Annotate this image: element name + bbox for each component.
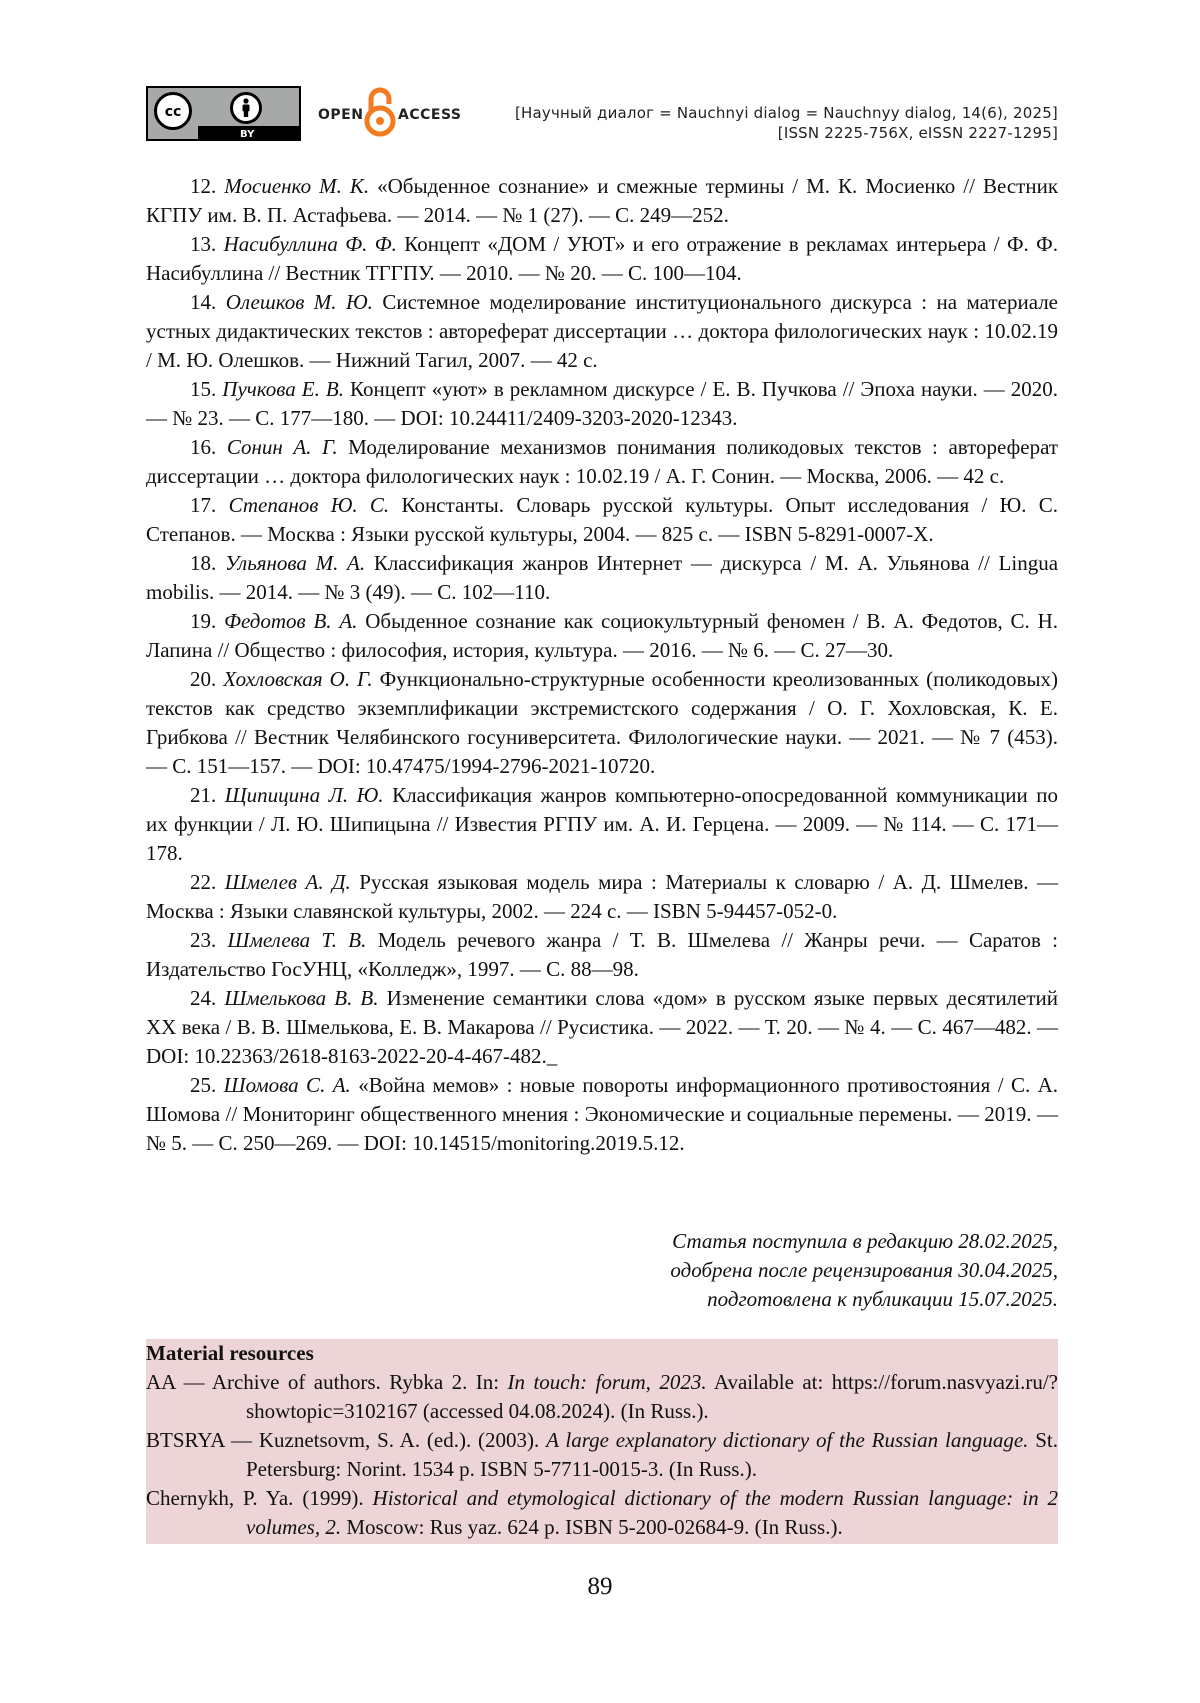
reference-text: Моделирование механизмов понимания поликодовых текстов : автореферат диссертации … доктора филологических наук : 10.02.19 / А. Г. Сонин. — Москва, 2006. — 42 с. (146, 435, 1059, 488)
reference-author: Сонин А. Г. (226, 435, 338, 459)
reference-number: 16. (190, 435, 217, 459)
reference-number: 22. (190, 870, 217, 894)
reference-author: Шмелькова В. В. (224, 986, 379, 1010)
reference-item (146, 781, 1058, 868)
reference-number: 20. (190, 667, 217, 691)
reference-text: Модель речевого жанра / Т. В. Шмелева // Жанры речи. — Саратов : Издательство ГосУНЦ, «Колледж», 1997. — С. 88—98. (146, 928, 1059, 981)
attribution-person-icon (230, 92, 262, 124)
material-resource-item (146, 1484, 1058, 1542)
reference-author: Мосиенко М. К. (224, 174, 370, 198)
reference-author: Насибуллина Ф. Ф. (223, 232, 397, 256)
reference-item (146, 665, 1058, 781)
received-date: Статья поступила в редакцию 28.02.2025, (672, 1229, 1058, 1253)
reference-text: «Обыденное сознание» и смежные термины / М. К. Мосиенко // Вестник КГПУ им. В. П. Астафьева. — 2014. — № 1 (27). — С. 249—252. (146, 174, 1059, 227)
reference-author: Шмелев А. Д. (224, 870, 351, 894)
material-resource-item (146, 1368, 1058, 1426)
reference-number: 17. (190, 493, 217, 517)
reference-item (146, 375, 1058, 433)
reference-author: Олешков М. Ю. (225, 290, 373, 314)
reference-author: Степанов Ю. С. (228, 493, 390, 517)
reference-item (146, 1071, 1058, 1158)
reference-item (146, 491, 1058, 549)
material-text: Moscow: Rus yaz. 624 p. ISBN 5-200-02684-9. (In Russ.). (341, 1515, 843, 1539)
reference-number: 24. (190, 986, 217, 1010)
material-resources (146, 1339, 1058, 1544)
material-text: Available at: https://forum.nasvyazi.ru/?showtopic=3102167 (accessed 04.08.2024). (In Russ.). (246, 1370, 1059, 1423)
open-access-text-right: ACCESS (398, 107, 462, 123)
reference-item (146, 926, 1058, 984)
material-text: St. Petersburg: Norint. 1534 p. ISBN 5-7711-0015-3. (In Russ.). (246, 1428, 1058, 1481)
reference-text: Концепт «ДОМ / УЮТ» и его отражение в рекламах интерьера / Ф. Ф. Насибуллина // Вестник ТГГПУ. — 2010. — № 20. — С. 100—104. (146, 232, 1058, 285)
reference-text: Системное моделирование институционального дискурса : на материале устных дидактических текстов : автореферат диссертации … доктора филологических наук : 10.02.19 / М. Ю. Олешков. — Нижний Тагил, 2007. — 42 с. (146, 290, 1059, 372)
reference-number: 12. (190, 174, 217, 198)
material-title: A large explanatory dictionary of the Russian language. (546, 1428, 1029, 1452)
prepared-date: подготовлена к публикации 15.07.2025. (707, 1287, 1058, 1311)
reference-author: Щипицина Л. Ю. (224, 783, 384, 807)
reference-author: Федотов В. А. (224, 609, 358, 633)
journal-header (515, 103, 1058, 143)
reference-author: Шомова С. А. (223, 1073, 351, 1097)
reference-number: 25. (190, 1073, 217, 1097)
reference-item (146, 868, 1058, 926)
reference-text: Классификация жанров компьютерно-опосредованной коммуникации по их функции / Л. Ю. Шипицына // Известия РГПУ им. А. И. Герцена. — 2009. — № 114. — С. 171—178. (146, 783, 1058, 865)
reference-text: Константы. Словарь русской культуры. Опыт исследования / Ю. С. Степанов. — Москва : Языки русской культуры, 2004. — 825 с. — ISBN 5-8291-0007-X. (146, 493, 1059, 546)
reference-author: Шмелева Т. В. (227, 928, 367, 952)
material-text: BTSRYA — Kuznetsovm, S. A. (ed.). (2003). (146, 1428, 547, 1452)
material-title: Historical and etymological dictionary of the modern Russian language: in 2 volumes, 2. (246, 1486, 1059, 1539)
journal-issn: [ISSN 2225-756X, eISSN 2227-1295] (777, 124, 1058, 142)
page-number: 89 (587, 1573, 613, 1600)
material-text: Chernykh, P. Ya. (1999). (146, 1486, 373, 1510)
article-dates (670, 1227, 1058, 1314)
reference-author: Ульянова М. А. (224, 551, 366, 575)
reference-text: Обыденное сознание как социокультурный феномен / В. А. Федотов, С. Н. Лапина // Общество : философия, история, культура. — 2016. — № 6. — С. 27—30. (146, 609, 1059, 662)
material-title: In touch: forum, 2023. (507, 1370, 707, 1394)
reference-number: 19. (190, 609, 217, 633)
reference-item (146, 549, 1058, 607)
reference-text: Функционально-структурные особенности креолизованных (поликодовых) текстов как средство экземплификации экстремистского содержания / О. Г. Хохловская, К. Е. Грибкова // Вестник Челябинского госуниверситета. Филологические науки. — 2021. — № 7 (453). — С. 151—157. — DOI: 10.47475/1994-2796-2021-10720. (146, 667, 1058, 778)
reference-number: 13. (190, 232, 217, 256)
reference-number: 18. (190, 551, 217, 575)
reference-text: Русская языковая модель мира : Материалы к словарю / А. Д. Шмелев. — Москва : Языки славянской культуры, 2002. — 224 с. — ISBN 5-94457-052-0. (146, 870, 1059, 923)
cc-by-license-badge[interactable] (146, 86, 301, 141)
journal-citation: [Научный диалог = Nauchnyi dialog = Nauchnyy dialog, 14(6), 2025] (514, 104, 1058, 122)
material-resources-title: Material resources (146, 1341, 314, 1365)
reference-text: Изменение семантики слова «дом» в русском языке первых десятилетий XX века / В. В. Шмелькова, Е. В. Макарова // Русистика. — 2022. — Т. 20. — № 4. — С. 467—482. — DOI: 10.22363/2618-8163-2022-20-4-467-482._ (146, 986, 1059, 1068)
reference-item (146, 230, 1058, 288)
reference-author: Пучкова Е. В. (222, 377, 344, 401)
material-resources-items (146, 1368, 1058, 1542)
svg-text:cc: cc (164, 104, 182, 120)
reference-text: Концепт «уют» в рекламном дискурсе / Е. В. Пучкова // Эпоха науки. — 2020. — № 23. — С. 177—180. — DOI: 10.24411/2409-3203-2020-12343. (146, 377, 1059, 430)
reference-number: 15. (190, 377, 217, 401)
reference-item (146, 288, 1058, 375)
open-access-lock-icon (363, 86, 397, 138)
reference-number: 21. (190, 783, 217, 807)
reference-text: «Война мемов» : новые повороты информационного противостояния / С. А. Шомова // Мониторинг общественного мнения : Экономические и социальные перемены. — 2019. — № 5. — С. 250—269. — DOI: 10.14515/monitoring.2019.5.12. (146, 1073, 1059, 1155)
reference-number: 23. (190, 928, 217, 952)
license-by-label: BY (240, 129, 255, 140)
open-access-text-left: OPEN (318, 107, 364, 123)
reference-author: Хохловская О. Г. (223, 667, 373, 691)
reference-number: 14. (190, 290, 217, 314)
creative-commons-icon (154, 92, 192, 130)
references-list (146, 172, 1058, 1158)
reference-item (146, 433, 1058, 491)
approved-date: одобрена после рецензирования 30.04.2025, (670, 1258, 1058, 1282)
material-text: AA — Archive of authors. Rybka 2. In: (146, 1370, 508, 1394)
reference-item (146, 607, 1058, 665)
reference-text: Классификация жанров Интернет — дискурса / М. А. Ульянова // Lingua mobilis. — 2014. — № 3 (49). — С. 102—110. (146, 551, 1059, 604)
material-resource-item (146, 1426, 1058, 1484)
reference-item (146, 172, 1058, 230)
reference-item (146, 984, 1058, 1071)
